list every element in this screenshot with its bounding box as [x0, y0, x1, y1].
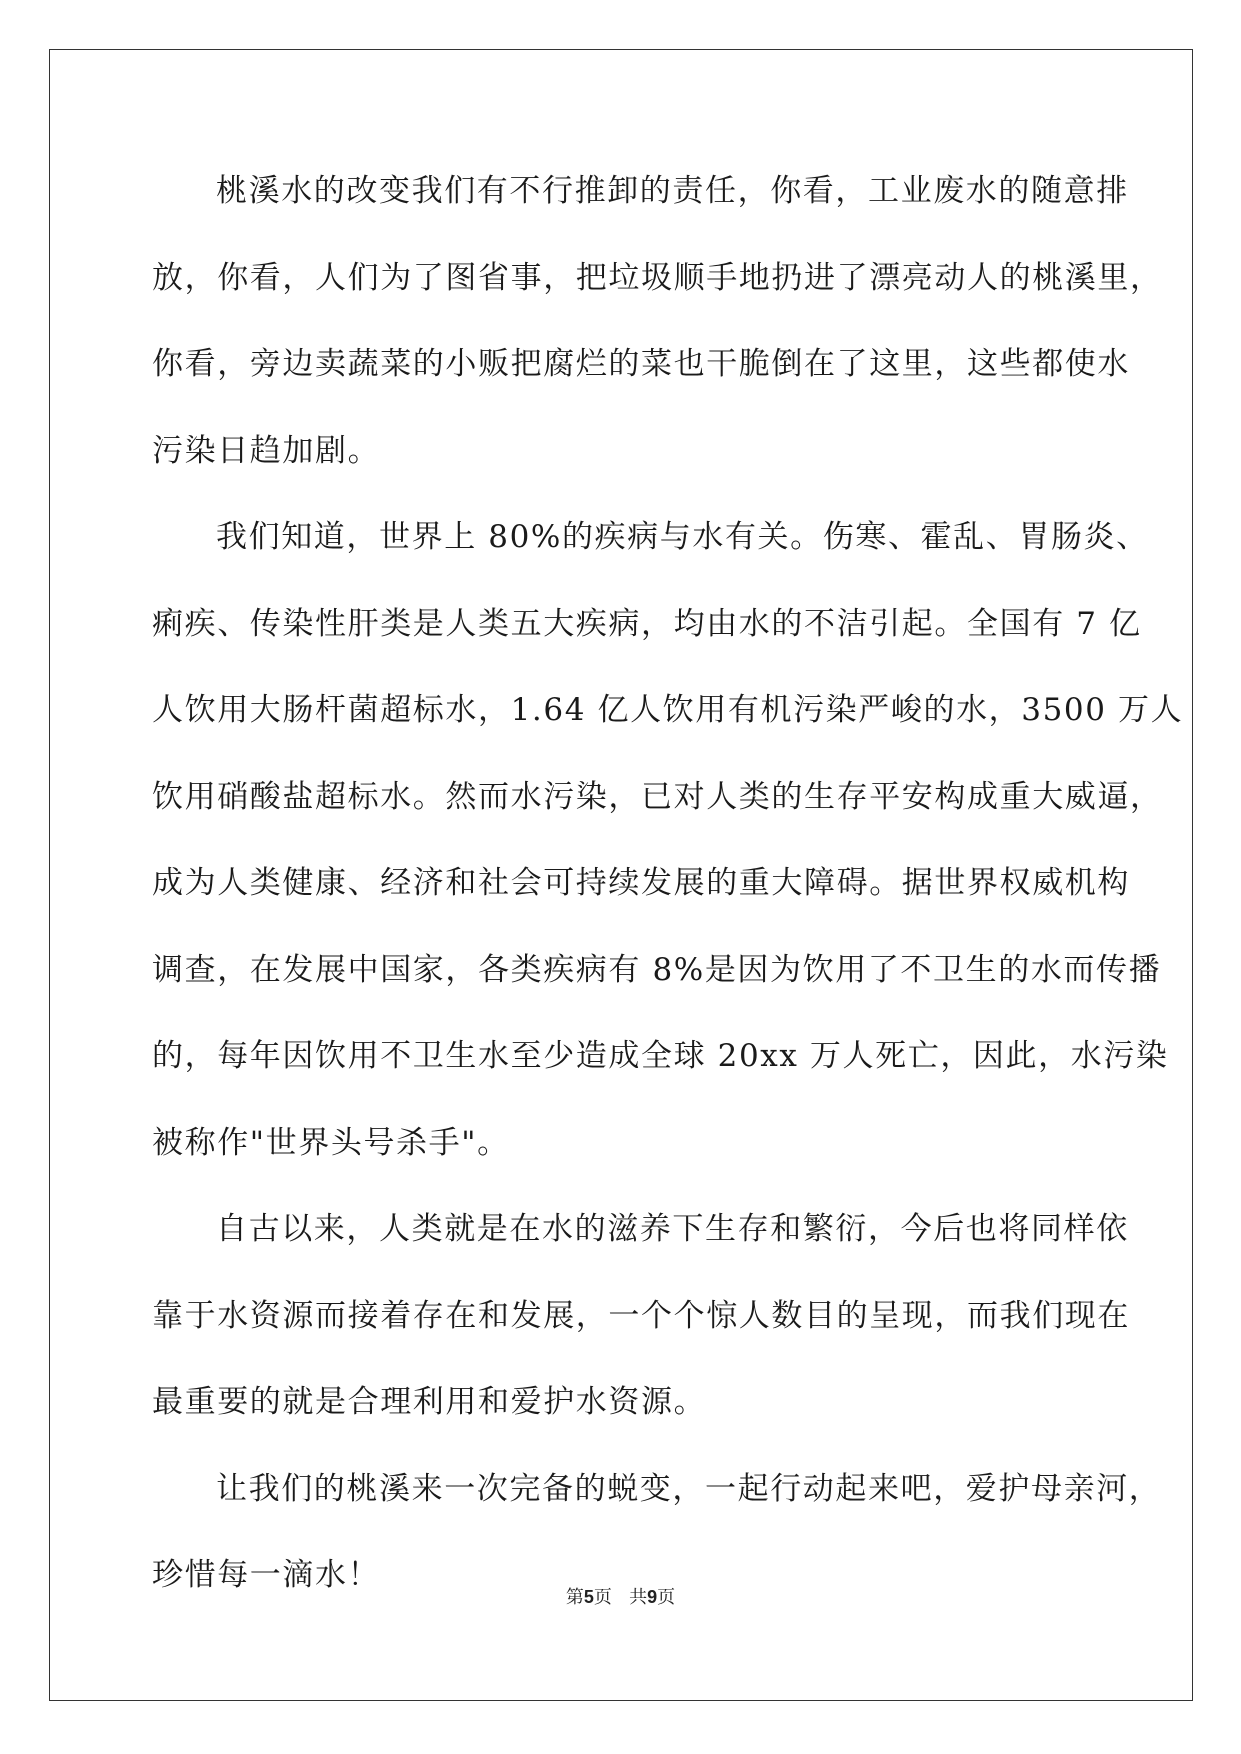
text-line: 人饮用大肠杆菌超标水，1.64 亿人饮用有机污染严峻的水，3500 万人: [152, 692, 1184, 728]
text-line: 放，你看，人们为了图省事，把垃圾顺手地扔进了漂亮动人的桃溪里，: [152, 259, 1163, 296]
page-number-footer: [0, 1583, 1241, 1609]
text-line: 成为人类健康、经济和社会可持续发展的重大障碍。据世界权威机构: [152, 865, 1130, 901]
text-line: 桃溪水的改变我们有不行推卸的责任，你看，工业废水的随意排: [216, 173, 1129, 209]
total-page-number: 9: [647, 1587, 658, 1607]
footer-middle: 页 共: [593, 1587, 648, 1608]
paragraph-3: [152, 1201, 1130, 1461]
text-line: 最重要的就是合理利用和爱护水资源。: [152, 1384, 707, 1420]
text-line: 自古以来，人类就是在水的滋养下生存和繁衍，今后也将同样依: [216, 1211, 1129, 1247]
footer-suffix: 页: [657, 1587, 676, 1608]
text-line: 调查，在发展中国家，各类疾病有 8%是因为饮用了不卫生的水而传播: [152, 951, 1162, 988]
text-line: 痢疾、传染性肝类是人类五大疾病，均由水的不洁引起。全国有 7 亿: [152, 605, 1142, 642]
text-line: 被称作"世界头号杀手"。: [152, 1124, 510, 1161]
text-line: 污染日趋加剧。: [152, 432, 381, 469]
paragraph-1: [152, 163, 1163, 509]
text-line: 让我们的桃溪来一次完备的蜕变，一起行动起来吧，爱护母亲河，: [216, 1470, 1162, 1507]
paragraph-2: [152, 509, 1184, 1201]
document-body: [152, 163, 1184, 1634]
text-line: 珍惜每一滴水！: [152, 1557, 381, 1593]
text-line: 饮用硝酸盐超标水。然而水污染，已对人类的生存平安构成重大威逼，: [152, 778, 1163, 815]
current-page-number: 5: [583, 1587, 594, 1607]
text-line: 靠于水资源而接着存在和发展，一个个惊人数目的呈现，而我们现在: [152, 1297, 1130, 1334]
text-line: 的，每年因饮用不卫生水至少造成全球 20xx 万人死亡，因此，水污染: [152, 1038, 1169, 1074]
footer-prefix: 第: [565, 1587, 584, 1608]
text-line: 我们知道，世界上 80%的疾病与水有关。伤寒、霍乱、胃肠炎、: [216, 519, 1149, 555]
text-line: 你看，旁边卖蔬菜的小贩把腐烂的菜也干脆倒在了这里，这些都使水: [152, 346, 1130, 382]
